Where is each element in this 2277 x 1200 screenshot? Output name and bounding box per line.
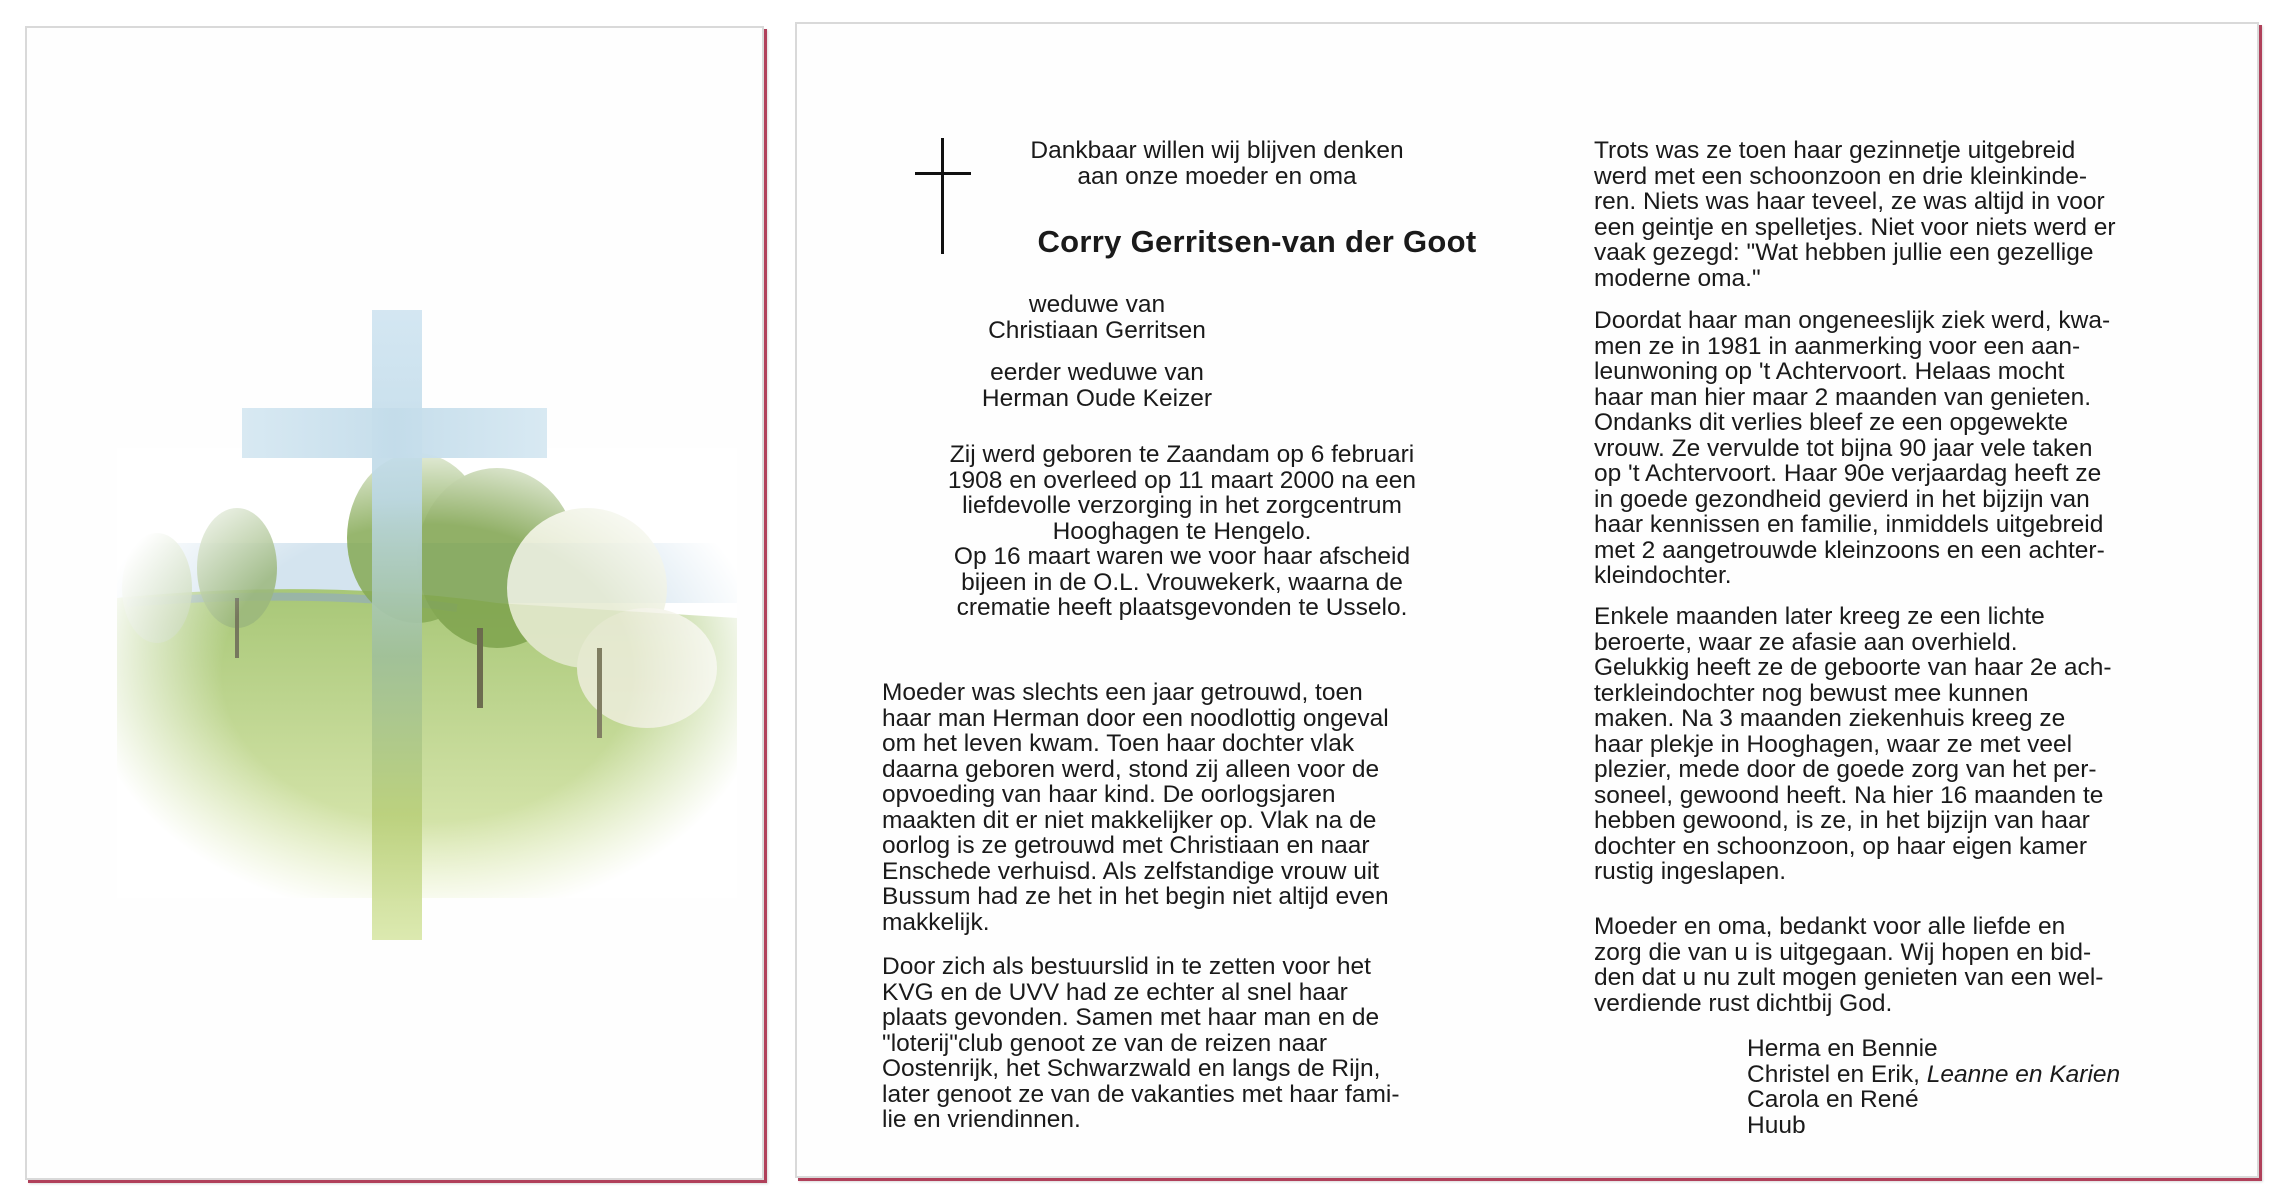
life-paragraph-2 xyxy=(882,954,1457,1133)
text-line: Gelukkig heeft ze de geboorte van haar 2e ach- xyxy=(1594,654,2112,681)
text-line: KVG en de UVV had ze echter al snel haar xyxy=(882,978,1348,1006)
text-line: "loterij"club genoot ze van de reizen naar xyxy=(882,1029,1328,1057)
text-line: later genoot ze van de vakanties met haar fami- xyxy=(882,1080,1400,1108)
family-signatures xyxy=(1747,1036,2207,1138)
life-paragraph-1 xyxy=(882,680,1457,935)
text-line: den dat u nu zult mogen genieten van een wel- xyxy=(1594,964,2104,991)
text-line: om het leven kwam. Toen haar dochter vlak xyxy=(882,730,1355,757)
text-line: crematie heeft plaatsgevonden te Usselo. xyxy=(956,594,1408,621)
text-line: liefdevolle verzorging in het zorgcentrum xyxy=(962,492,1402,519)
widow-spouse: Herman Oude Keizer xyxy=(981,384,1213,412)
text-line: in goede gezondheid gevierd in het bijzijn van xyxy=(1594,485,2090,513)
text-line: Moeder was slechts een jaar getrouwd, toen xyxy=(882,679,1363,706)
family-line xyxy=(1747,1062,2207,1088)
text-line: vaak gezegd: "Wat hebben jullie een gezellige xyxy=(1594,239,2094,266)
text-line: zorg die van u is uitgegaan. Wij hopen en bid- xyxy=(1594,938,2092,966)
text-line: haar man hier maar 2 maanden van genieten. xyxy=(1594,383,2092,411)
widow-spouse: Christiaan Gerritsen xyxy=(988,316,1206,344)
text-line: haar man Herman door een noodlottig ongeval xyxy=(882,704,1389,732)
text-line: Enschede verhuisd. Als zelfstandige vrouw uit xyxy=(882,857,1380,885)
deceased-name: Corry Gerritsen-van der Goot xyxy=(1037,224,1477,259)
text-line: rustig ingeslapen. xyxy=(1594,858,1787,885)
text-line: Moeder en oma, bedankt voor alle liefde en xyxy=(1594,913,2066,940)
text-line: haar plekje in Hooghagen, waar ze met veel xyxy=(1594,730,2073,758)
text-line: 1908 en overleed op 11 maart 2000 na een xyxy=(947,466,1417,494)
family-line: Huub xyxy=(1747,1111,1806,1139)
widow-label: weduwe van xyxy=(1028,291,1166,318)
text-line: plaats gevonden. Samen met haar man en de xyxy=(882,1004,1380,1031)
card-front xyxy=(25,26,764,1180)
text-line: op 't Achtervoort. Haar 90e verjaardag heeft ze xyxy=(1594,460,2102,487)
text-line: haar kennissen en familie, inmiddels uitgebreid xyxy=(1594,511,2104,538)
text-line: ren. Niets was haar teveel, ze was altijd in voor xyxy=(1594,188,2105,215)
text-line: Ondanks dit verlies bleef ze een opgewekte xyxy=(1594,409,2068,436)
text-line: men ze in 1981 in aanmerking voor een aan- xyxy=(1594,332,2081,360)
card-inside xyxy=(795,22,2259,1178)
text-line: kleindochter. xyxy=(1594,562,1732,589)
text-line: maakten dit er niet makkelijker op. Vlak na de xyxy=(882,806,1377,834)
cross-vertical-beam xyxy=(372,310,422,940)
text-line: terkleindochter nog bewust mee kunnen xyxy=(1594,679,2029,707)
family-line: Carola en René xyxy=(1747,1086,1919,1113)
widow-of-1 xyxy=(947,292,1247,343)
text-line: verdiende rust dichtbij God. xyxy=(1594,989,1893,1017)
birth-death-paragraph xyxy=(882,442,1482,621)
life-paragraph-5 xyxy=(1594,604,2184,885)
text-line: bijeen in de O.L. Vrouwekerk, waarna de xyxy=(961,568,1403,596)
text-line: makkelijk. xyxy=(882,908,990,936)
life-paragraph-4 xyxy=(1594,308,2184,589)
text-line: daarna geboren werd, stond zij alleen voor de xyxy=(882,755,1380,783)
cross-horizontal-beam xyxy=(242,408,547,458)
text-line: met 2 aangetrouwde kleinzoons en een achter- xyxy=(1594,536,2105,564)
text-line: beroerte, waar ze afasie aan overhield. xyxy=(1594,628,2018,656)
text-line: Hooghagen te Hengelo. xyxy=(1052,517,1312,545)
text-line: soneel, gewoond heeft. Na hier 16 maanden te xyxy=(1594,781,2104,809)
text-line: werd met een schoonzoon en drie kleinkinde- xyxy=(1594,162,2088,190)
text-line: Doordat haar man ongeneeslijk ziek werd, kwa- xyxy=(1594,307,2111,334)
text-line: een geintje en spelletjes. Niet voor niets werd er xyxy=(1594,213,2116,241)
widow-of-2 xyxy=(947,360,1247,411)
text-line: lie en vriendinnen. xyxy=(882,1106,1081,1133)
text-line: maken. Na 3 maanden ziekenhuis kreeg ze xyxy=(1594,705,2066,732)
text-line: hebben gewoond, is ze, in het bijzijn van haar xyxy=(1594,807,2090,834)
life-paragraph-3 xyxy=(1594,138,2184,291)
landscape-illustration xyxy=(117,448,737,898)
text-line: Bussum had ze het in het begin niet altijd even xyxy=(882,883,1389,910)
text-line: plezier, mede door de goede zorg van het per- xyxy=(1594,756,2097,783)
text-line: dochter en schoonzoon, op haar eigen kamer xyxy=(1594,832,2088,860)
landscape-image xyxy=(117,448,737,898)
widow-label: eerder weduwe van xyxy=(990,359,1204,386)
opening-line: Dankbaar willen wij blijven denken xyxy=(1030,137,1404,164)
grandchildren-names: Leanne en Karien xyxy=(1926,1060,2121,1088)
text-line: Zij werd geboren te Zaandam op 6 februari xyxy=(949,441,1415,468)
opening-line: aan onze moeder en oma xyxy=(1077,162,1357,190)
text-line: vrouw. Ze vervulde tot bijna 90 jaar vele taken xyxy=(1594,434,2093,462)
text-line: Trots was ze toen haar gezinnetje uitgebreid xyxy=(1594,137,2076,164)
family-names: Christel en Erik, xyxy=(1747,1060,1927,1088)
text-line: opvoeding van haar kind. De oorlogsjaren xyxy=(882,781,1336,808)
text-line: Door zich als bestuurslid in te zetten voor het xyxy=(882,953,1371,980)
family-line: Herma en Bennie xyxy=(1747,1035,1938,1062)
text-line: moderne oma." xyxy=(1594,264,1761,292)
text-line: leunwoning op 't Achtervoort. Helaas mocht xyxy=(1594,358,2065,385)
text-line: Enkele maanden later kreeg ze een lichte xyxy=(1594,603,2045,630)
closing-paragraph xyxy=(1594,914,2184,1016)
text-line: oorlog is ze getrouwd met Christiaan en naar xyxy=(882,832,1370,859)
text-line: Oostenrijk, het Schwarzwald en langs de Rijn, xyxy=(882,1055,1381,1082)
opening-lines xyxy=(937,138,1497,189)
text-line: Op 16 maart waren we voor haar afscheid xyxy=(953,543,1411,570)
